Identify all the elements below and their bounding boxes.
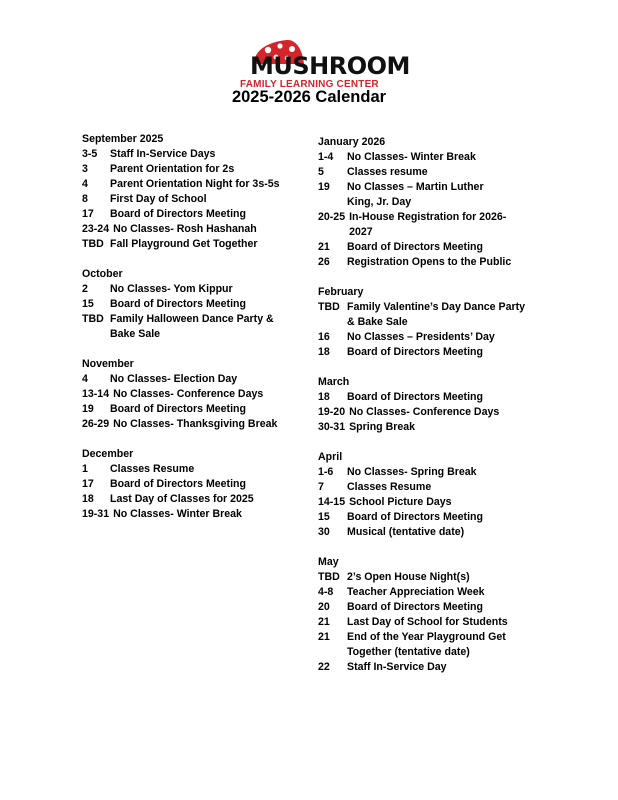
month-heading: February: [318, 286, 364, 298]
month-heading: May: [318, 556, 339, 568]
event-text: [347, 585, 558, 600]
month-section: [82, 357, 312, 432]
event-description: Board of Directors Meeting: [110, 208, 246, 220]
event-description: First Day of School: [110, 193, 207, 205]
calendar-event: [82, 462, 312, 477]
event-description: Board of Directors Meeting: [347, 511, 483, 523]
calendar-event: [318, 585, 558, 600]
event-text: [349, 495, 558, 510]
calendar-event: [318, 300, 558, 330]
event-description: 2’s Open House Night(s): [347, 571, 470, 583]
event-date: TBD: [82, 313, 104, 325]
calendar-event: [82, 282, 312, 297]
event-description: No Classes- Winter Break: [347, 151, 476, 163]
calendar-event: [318, 495, 558, 510]
calendar-event: [318, 480, 558, 495]
calendar-event: [318, 390, 558, 405]
event-date: 1: [82, 463, 88, 475]
calendar-event: [82, 297, 312, 312]
event-text: [110, 207, 312, 222]
calendar-event: [318, 525, 558, 540]
month-section: [318, 285, 558, 360]
calendar-event: [82, 237, 312, 252]
calendar-event: [318, 255, 558, 270]
event-description: Musical (tentative date): [347, 526, 465, 538]
event-description: Family Valentine’s Day Dance Party: [347, 301, 526, 313]
month-heading: April: [318, 451, 343, 463]
calendar-event: [82, 207, 312, 222]
calendar-event: [318, 210, 558, 240]
event-description: No Classes- Yom Kippur: [110, 283, 233, 295]
event-description-continued: & Bake Sale: [347, 316, 408, 328]
event-description-continued: Together (tentative date): [347, 646, 470, 658]
event-text: [110, 477, 312, 492]
event-date: 16: [318, 331, 330, 343]
event-text: [347, 480, 558, 495]
event-text: [110, 237, 312, 252]
calendar-event: [318, 465, 558, 480]
event-date: 15: [82, 298, 94, 310]
calendar-event: [318, 420, 558, 435]
event-text: [347, 330, 558, 345]
event-description: Parent Orientation Night for 3s-5s: [110, 178, 280, 190]
event-description: Board of Directors Meeting: [347, 346, 483, 358]
calendar-event: [82, 477, 312, 492]
calendar-event: [318, 615, 558, 630]
calendar-event: [82, 492, 312, 507]
logo-tagline: FAMILY LEARNING CENTER: [240, 79, 379, 90]
event-description: In-House Registration for 2026-: [349, 211, 507, 223]
calendar-event: [82, 312, 312, 342]
left-column: [82, 132, 312, 522]
event-description: Last Day of School for Students: [347, 616, 508, 628]
month-section: [82, 447, 312, 522]
event-description: Board of Directors Meeting: [110, 298, 246, 310]
event-description: Classes Resume: [110, 463, 195, 475]
event-description: No Classes – Presidents’ Day: [347, 331, 495, 343]
event-text: [347, 660, 558, 675]
event-description: No Classes- Conference Days: [113, 388, 264, 400]
event-description: Teacher Appreciation Week: [347, 586, 485, 598]
event-text: [347, 525, 558, 540]
event-description: No Classes- Rosh Hashanah: [113, 223, 257, 235]
event-description: School Picture Days: [349, 496, 452, 508]
calendar-event: [82, 162, 312, 177]
event-text: [113, 507, 312, 522]
month-heading: November: [82, 358, 134, 370]
event-text: [347, 165, 558, 180]
calendar-event: [82, 372, 312, 387]
event-date: 20: [318, 601, 330, 613]
event-text: [347, 255, 558, 270]
event-date: 23-24: [82, 223, 110, 235]
event-description: Registration Opens to the Public: [347, 256, 512, 268]
event-description: No Classes- Winter Break: [113, 508, 242, 520]
month-heading: January 2026: [318, 136, 386, 148]
event-date: 19: [318, 181, 330, 193]
event-text: [110, 192, 312, 207]
calendar-event: [318, 345, 558, 360]
event-text: [347, 300, 558, 330]
event-date: 17: [82, 208, 94, 220]
event-text: [347, 630, 558, 660]
calendar-event: [82, 402, 312, 417]
event-date: 15: [318, 511, 330, 523]
event-date: 5: [318, 166, 324, 178]
calendar-event: [318, 630, 558, 660]
event-date: 7: [318, 481, 324, 493]
month-section: [318, 450, 558, 540]
event-date: 21: [318, 631, 330, 643]
event-text: [110, 162, 312, 177]
event-date: 3: [82, 163, 88, 175]
calendar-event: [82, 387, 312, 402]
event-text: [347, 180, 558, 210]
event-date: 1-4: [318, 151, 334, 163]
event-date: 20-25: [318, 211, 346, 223]
event-date: 17: [82, 478, 94, 490]
event-description: Parent Orientation for 2s: [110, 163, 235, 175]
event-description: Board of Directors Meeting: [347, 241, 483, 253]
event-text: [113, 222, 312, 237]
event-date: 21: [318, 241, 330, 253]
event-date: 19-31: [82, 508, 110, 520]
event-text: [347, 345, 558, 360]
calendar-event: [318, 150, 558, 165]
event-description: No Classes- Thanksgiving Break: [113, 418, 278, 430]
event-text: [110, 147, 312, 162]
month-heading: March: [318, 376, 350, 388]
event-text: [110, 372, 312, 387]
event-date: TBD: [318, 571, 340, 583]
event-text: [349, 405, 558, 420]
calendar-event: [318, 180, 558, 210]
event-text: [349, 420, 558, 435]
event-text: [113, 387, 312, 402]
event-date: 30: [318, 526, 330, 538]
event-text: [347, 615, 558, 630]
month-section: [318, 555, 558, 675]
month-heading: December: [82, 448, 134, 460]
event-description: Board of Directors Meeting: [347, 391, 483, 403]
event-text: [110, 312, 312, 342]
month-section: [318, 135, 558, 270]
event-text: [347, 465, 558, 480]
event-description-continued: King, Jr. Day: [347, 196, 412, 208]
event-date: 30-31: [318, 421, 346, 433]
event-description-continued: 2027: [349, 226, 373, 238]
event-description: Fall Playground Get Together: [110, 238, 258, 250]
event-description: Board of Directors Meeting: [110, 478, 246, 490]
calendar-event: [82, 222, 312, 237]
event-date: 18: [318, 391, 330, 403]
event-description-continued: Bake Sale: [110, 328, 161, 340]
event-description: No Classes- Spring Break: [347, 466, 477, 478]
calendar-event: [318, 405, 558, 420]
event-text: [110, 402, 312, 417]
event-text: [110, 297, 312, 312]
event-date: 19-20: [318, 406, 346, 418]
event-description: Family Halloween Dance Party &: [110, 313, 274, 325]
right-column: [318, 135, 558, 675]
event-date: 3-5: [82, 148, 98, 160]
event-date: 13-14: [82, 388, 110, 400]
event-text: [347, 570, 558, 585]
event-description: Spring Break: [349, 421, 416, 433]
event-description: Staff In-Service Days: [110, 148, 216, 160]
calendar-event: [82, 177, 312, 192]
event-description: Board of Directors Meeting: [347, 601, 483, 613]
event-date: 26: [318, 256, 330, 268]
page-title: 2025-2026 Calendar: [231, 88, 387, 106]
month-heading: October: [82, 268, 123, 280]
calendar-event: [82, 192, 312, 207]
calendar-event: [318, 510, 558, 525]
event-date: 22: [318, 661, 330, 673]
event-text: [110, 462, 312, 477]
event-text: [347, 390, 558, 405]
event-date: 14-15: [318, 496, 346, 508]
event-description: Classes resume: [347, 166, 428, 178]
event-text: [347, 600, 558, 615]
event-date: 4-8: [318, 586, 334, 598]
event-date: 8: [82, 193, 88, 205]
event-date: 18: [82, 493, 94, 505]
event-text: [347, 240, 558, 255]
calendar-event: [318, 330, 558, 345]
event-text: [110, 492, 312, 507]
event-description: Board of Directors Meeting: [110, 403, 246, 415]
month-section: [82, 132, 312, 252]
event-text: [113, 417, 312, 432]
event-date: 1-6: [318, 466, 334, 478]
event-description: Staff In-Service Day: [347, 661, 447, 673]
event-description: End of the Year Playground Get: [347, 631, 506, 643]
event-description: No Classes- Election Day: [110, 373, 238, 385]
event-date: 26-29: [82, 418, 110, 430]
event-date: 4: [82, 373, 88, 385]
month-heading: September 2025: [82, 133, 164, 145]
calendar-event: [318, 570, 558, 585]
event-text: [347, 510, 558, 525]
logo-name: MUSHROOM: [250, 52, 410, 80]
calendar-event: [318, 660, 558, 675]
event-description: Classes Resume: [347, 481, 432, 493]
event-description: Last Day of Classes for 2025: [110, 493, 254, 505]
month-section: [82, 267, 312, 342]
event-date: 2: [82, 283, 88, 295]
event-date: 18: [318, 346, 330, 358]
event-description: No Classes- Conference Days: [349, 406, 500, 418]
event-text: [347, 150, 558, 165]
event-text: [110, 177, 312, 192]
month-section: [318, 375, 558, 435]
event-description: No Classes – Martin Luther: [347, 181, 484, 193]
event-date: 4: [82, 178, 88, 190]
logo: [232, 30, 410, 90]
calendar-event: [318, 240, 558, 255]
calendar-event: [82, 417, 312, 432]
event-date: TBD: [82, 238, 104, 250]
calendar-event: [82, 507, 312, 522]
event-date: 19: [82, 403, 94, 415]
event-text: [110, 282, 312, 297]
event-text: [349, 210, 558, 240]
calendar-event: [82, 147, 312, 162]
event-date: TBD: [318, 301, 340, 313]
calendar-event: [318, 165, 558, 180]
event-date: 21: [318, 616, 330, 628]
calendar-event: [318, 600, 558, 615]
